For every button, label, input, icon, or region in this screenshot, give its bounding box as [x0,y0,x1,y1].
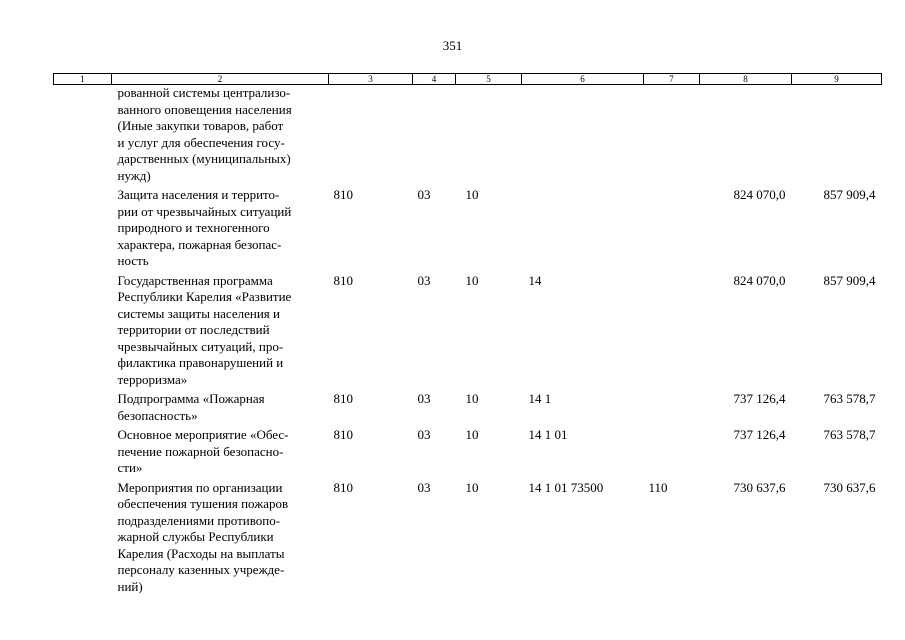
row-name-cell [112,427,329,477]
table-row [54,391,882,424]
section-code-cell: 03 [417,427,431,442]
name-line: территории от последствий [117,322,270,337]
section-code-cell: 03 [417,272,431,288]
amount-year1-cell: 737 126,4 [733,391,786,406]
amount-year1-cell: 824 070,0 [733,272,786,288]
column-header: 9 [792,74,882,85]
name-line: обеспечения тушения пожаров [117,496,289,511]
name-line: Основное мероприятие «Обес- [117,427,289,442]
expense-type-cell [644,187,700,270]
target-article-cell [522,187,644,270]
amount-year1-cell: 824 070,0 [733,187,786,202]
column-header: 4 [413,74,456,85]
row-name-cell [112,391,329,424]
name-line: рии от чрезвычайных ситуаций [117,203,292,219]
name-line: (Иные закупки товаров, работ [117,118,284,133]
name-line: Республики Карелия «Развитие [117,289,292,304]
section-code-cell [413,85,456,185]
expense-type-cell [644,273,700,389]
table-row [54,273,882,389]
row-name-cell [112,187,329,270]
name-line: и услуг для обеспечения госу- [117,134,285,150]
section-code-cell: 03 [417,479,431,495]
name-line: ний) [117,578,143,594]
name-line: природного и техногенного [117,220,270,235]
ministry-code-cell: 810 [333,391,353,406]
expense-type-cell [644,391,700,424]
subsection-code-cell: 10 [465,187,479,202]
name-line: Карелия (Расходы на выплаты [117,545,285,561]
name-line: печение пожарной безопасно- [117,443,284,459]
name-line: чрезвычайных ситуаций, про- [117,338,284,354]
ministry-code-cell: 810 [333,187,353,202]
target-article-cell: 14 1 [528,391,552,406]
row-index-cell [54,85,112,185]
column-header: 3 [329,74,413,85]
amount-year2-cell [792,85,882,185]
name-line: сти» [117,460,143,475]
budget-table [53,73,882,595]
name-line: подразделениями противопо- [117,512,281,528]
row-index-cell [54,427,112,477]
expense-type-cell [644,427,700,477]
name-line: ность [117,253,149,268]
amount-year1-cell: 737 126,4 [733,427,786,442]
table-row [54,480,882,596]
amount-year2-cell: 857 909,4 [823,187,876,202]
expense-type-cell: 110 [648,479,668,495]
ministry-code-cell: 810 [333,479,353,495]
name-line: системы защиты населения и [117,305,280,321]
name-line: Мероприятия по организации [117,479,283,495]
row-index-cell [54,391,112,424]
target-article-cell [522,85,644,185]
name-line: филактика правонарушений и [117,355,284,370]
name-line: характера, пожарная безопас- [117,236,282,252]
name-line: жарной службы Республики [117,529,274,544]
ministry-code-cell: 810 [333,272,353,288]
amount-year2-cell: 763 578,7 [823,427,876,442]
subsection-code-cell [456,85,522,185]
target-article-cell: 14 1 01 73500 [528,479,604,495]
column-header: 1 [54,74,112,85]
section-code-cell: 03 [417,391,431,406]
subsection-code-cell: 10 [465,391,479,406]
ministry-code-cell [329,85,413,185]
amount-year1-cell [700,85,792,185]
table-row [54,187,882,270]
name-line: Подпрограмма «Пожарная [117,391,265,406]
ministry-code-cell: 810 [333,427,353,442]
page-number: 351 [442,38,463,53]
target-article-cell: 14 [528,272,542,288]
row-name-cell [112,480,329,596]
column-header: 2 [112,74,329,85]
amount-year2-cell: 857 909,4 [823,272,876,288]
subsection-code-cell: 10 [465,272,479,288]
table-row [54,85,882,185]
row-index-cell [54,187,112,270]
subsection-code-cell: 10 [465,427,479,442]
name-line: безопасность» [117,407,198,423]
subsection-code-cell: 10 [465,479,479,495]
name-line: Защита населения и террито- [117,187,280,202]
name-line: рованной системы централизо- [117,85,291,100]
name-line: персоналу казенных учрежде- [117,562,285,577]
name-line: нужд) [117,167,151,183]
section-code-cell: 03 [417,187,431,202]
name-line: терроризма» [117,371,188,387]
amount-year2-cell: 730 637,6 [823,479,876,495]
column-header: 5 [456,74,522,85]
column-header: 6 [522,74,644,85]
row-index-cell [54,273,112,389]
column-number-header-row [54,74,882,85]
amount-year2-cell: 763 578,7 [823,391,876,406]
name-line: Государственная программа [117,272,273,288]
amount-year1-cell: 730 637,6 [733,479,786,495]
row-name-cell [112,273,329,389]
table-row [54,427,882,477]
target-article-cell: 14 1 01 [528,427,568,442]
name-line: ванного оповещения населения [117,101,292,117]
name-line: дарственных (муниципальных) [117,151,291,166]
row-index-cell [54,480,112,596]
row-name-cell [112,85,329,185]
column-header: 8 [700,74,792,85]
expense-type-cell [644,85,700,185]
column-header: 7 [644,74,700,85]
